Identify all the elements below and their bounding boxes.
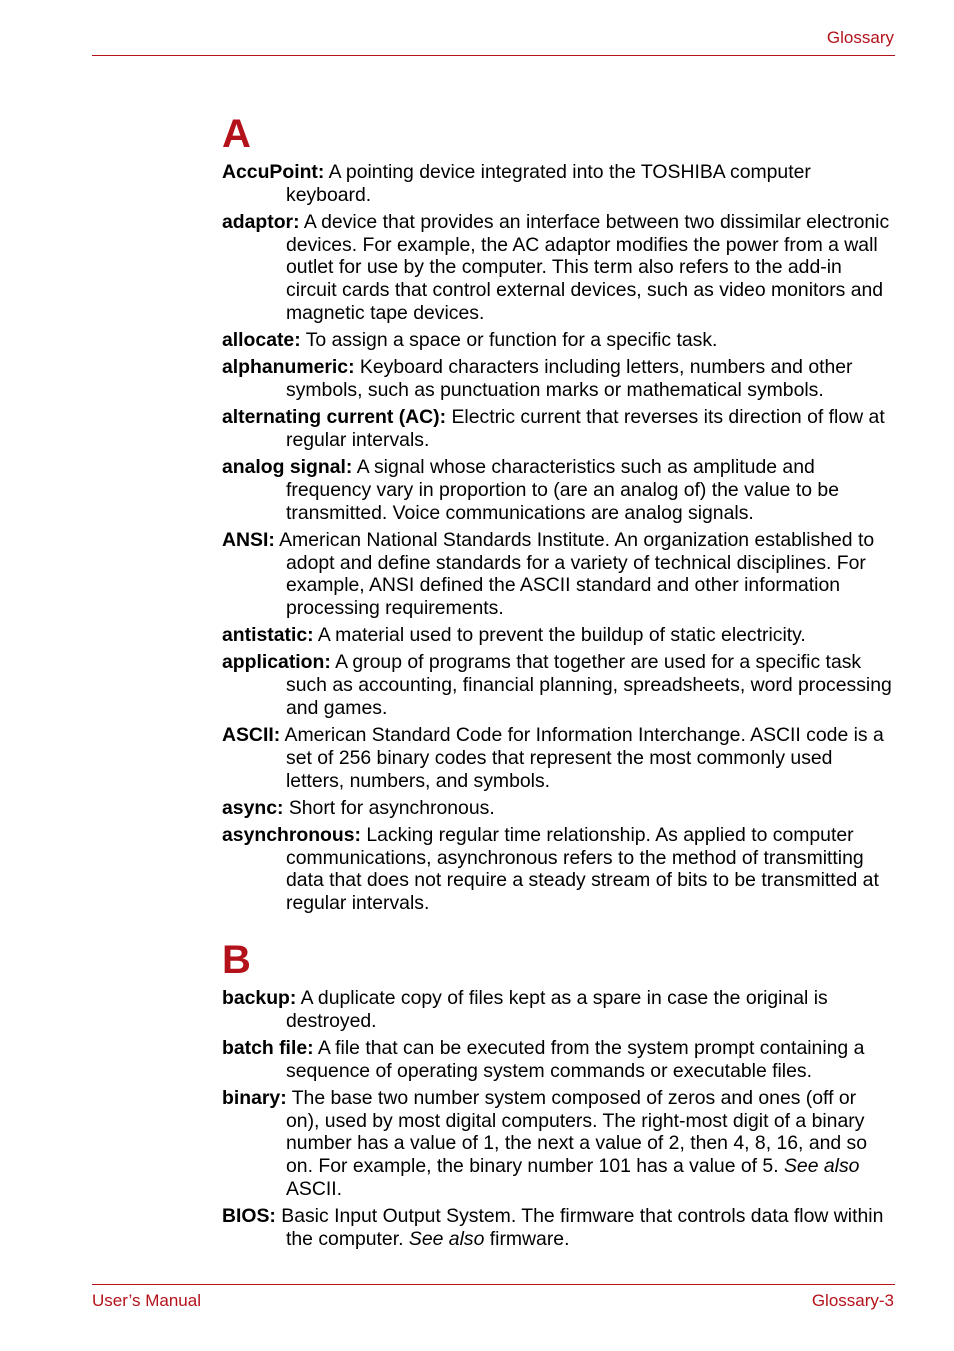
entry-definition: Basic Input Output System. The firmware that controls data flow within the computer. xyxy=(275,1205,884,1250)
entry-term: ANSI: xyxy=(222,528,275,551)
entry-term: antistatic: xyxy=(222,624,314,647)
entry-term: AccuPoint: xyxy=(222,161,325,183)
entry-definition: American Standard Code for Information Interchange. ASCII code is a set of 256 binary codes that represent the most commonly used letters, numbers, and symbols. xyxy=(280,724,884,792)
entry-definition: American National Standards Institute. An organization established to adopt and define standards for a variety of technical disciplines. For example, ANSI defined the ASCII standard and other information processing requirements. xyxy=(274,528,875,620)
entry-term: BIOS: xyxy=(222,1205,276,1228)
header-rule xyxy=(92,55,895,56)
glossary-entry-accupoint xyxy=(222,161,892,207)
entry-term: backup: xyxy=(222,986,297,1009)
entry-term: application: xyxy=(222,651,331,674)
page-header-title: Glossary xyxy=(826,28,894,47)
glossary-entry-alternating-current xyxy=(222,406,892,452)
glossary-entry-batch-file xyxy=(222,1037,892,1083)
entry-term: async: xyxy=(222,796,284,819)
glossary-content xyxy=(222,111,892,1255)
glossary-entry-ansi xyxy=(222,529,892,620)
glossary-entry-antistatic xyxy=(222,624,892,647)
entry-definition: Lacking regular time relationship. As applied to computer communications, asynchronous refers to the method of transmitting data that does not require a steady stream of bits to be transmitted at regular intervals. xyxy=(286,823,879,915)
glossary-entry-binary xyxy=(222,1087,892,1201)
entry-term: batch file: xyxy=(222,1036,314,1059)
footer-page-number: Glossary-3 xyxy=(811,1291,894,1310)
entry-definition: A file that can be executed from the system prompt containing a sequence of operating system commands or executable files. xyxy=(286,1036,865,1082)
glossary-entry-alphanumeric xyxy=(222,356,892,402)
entry-term: allocate: xyxy=(222,329,301,352)
entry-term: ASCII: xyxy=(222,724,281,746)
entry-definition: A signal whose characteristics such as amplitude and frequency vary in proportion to (are an analog of) the value to be transmitted. Voice communications are analog signals. xyxy=(286,456,839,524)
entry-definition: The base two number system composed of zeros and ones (off or on), used by most digital computers. The right-most digit of a binary number has a value of 1, the next a value of 2, then 4, 8, 16, and so on. For example, the binary number 101 has a value of 5. xyxy=(286,1086,868,1178)
entry-definition: A pointing device integrated into the TOSHIBA computer keyboard. xyxy=(286,161,811,206)
entry-term: binary: xyxy=(222,1086,287,1109)
section-letter-b: B xyxy=(222,937,251,982)
glossary-entry-ascii xyxy=(222,724,892,792)
footer-manual-title: User’s Manual xyxy=(92,1291,201,1310)
entry-term: analog signal: xyxy=(222,456,353,479)
glossary-entry-application xyxy=(222,651,892,719)
entry-definition: Keyboard characters including letters, numbers and other symbols, such as punctuation marks or mathematical symbols. xyxy=(286,356,853,402)
entry-term: adaptor: xyxy=(222,210,300,233)
glossary-entry-async xyxy=(222,797,892,820)
entry-definition-tail: firmware. xyxy=(484,1227,570,1250)
entry-definition: To assign a space or function for a specific task. xyxy=(300,329,718,352)
entry-term: alphanumeric: xyxy=(222,356,355,379)
entry-term: asynchronous: xyxy=(222,823,361,846)
see-also-text: See also xyxy=(783,1155,860,1178)
glossary-entry-adaptor xyxy=(222,211,892,325)
entry-definition: A device that provides an interface between two dissimilar electronic devices. For example, the AC adaptor modifies the power from a wall outlet for use by the computer. This term also refers to the add-in circuit cards that control external devices, such as video monitors and magnetic tape devices. xyxy=(286,210,890,325)
footer-rule xyxy=(92,1284,895,1285)
glossary-entry-backup xyxy=(222,987,892,1033)
entry-definition-tail: ASCII. xyxy=(286,1177,343,1200)
glossary-entry-bios xyxy=(222,1205,892,1251)
entry-definition: Electric current that reverses its direction of flow at regular intervals. xyxy=(286,406,885,451)
entry-definition: Short for asynchronous. xyxy=(283,796,495,819)
glossary-entry-asynchronous xyxy=(222,824,892,915)
glossary-entry-allocate xyxy=(222,329,892,352)
entry-term: alternating current (AC): xyxy=(222,406,447,429)
section-letter-a: A xyxy=(222,112,251,156)
entry-definition: A group of programs that together are used for a specific task such as accounting, financial planning, spreadsheets, word processing and games. xyxy=(286,651,892,719)
glossary-entry-analog-signal xyxy=(222,456,892,524)
see-also-text: See also xyxy=(408,1227,485,1250)
entry-definition: A material used to prevent the buildup of static electricity. xyxy=(313,624,806,647)
entry-definition: A duplicate copy of files kept as a spare in case the original is destroyed. xyxy=(286,986,828,1032)
